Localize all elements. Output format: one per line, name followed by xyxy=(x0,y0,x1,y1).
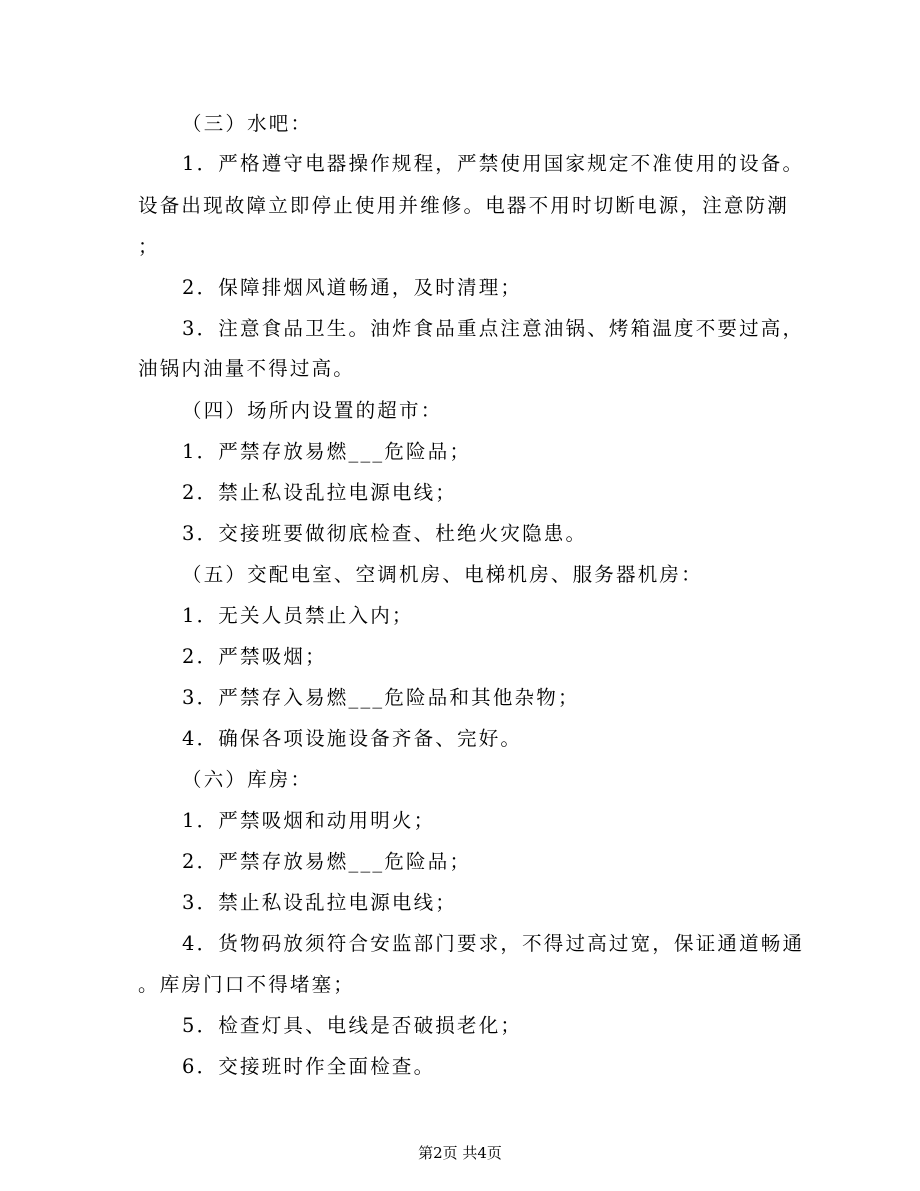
section-heading-5: （五）交配电室、空调机房、电梯机房、服务器机房： xyxy=(182,563,703,586)
paragraph-line: 6．交接班时作全面检查。 xyxy=(182,1055,436,1078)
paragraph-line: 4．确保各项设施设备齐备、完好。 xyxy=(182,727,523,750)
paragraph-line: 3．严禁存入易燃___危险品和其他杂物； xyxy=(182,686,580,709)
paragraph-line: 2．严禁存放易燃___危险品； xyxy=(182,850,472,873)
paragraph-line: 3．注意食品卫生。油炸食品重点注意油锅、烤箱温度不要过高， xyxy=(182,317,805,340)
paragraph-line: 2．保障排烟风道畅通，及时清理； xyxy=(182,276,523,299)
paragraph-line: 1．严格遵守电器操作规程，严禁使用国家规定不准使用的设备。 xyxy=(182,152,805,175)
paragraph-line: 。库房门口不得堵塞； xyxy=(138,973,356,996)
paragraph-line: 2．严禁吸烟； xyxy=(182,645,327,668)
paragraph-line: 1．无关人员禁止入内； xyxy=(182,604,414,627)
paragraph-line: ； xyxy=(138,235,160,258)
paragraph-line: 1．严禁存放易燃___危险品； xyxy=(182,440,472,463)
paragraph-line: 油锅内油量不得过高。 xyxy=(138,357,356,380)
paragraph-line: 2．禁止私设乱拉电源电线； xyxy=(182,481,458,504)
paragraph-line: 设备出现故障立即停止使用并维修。电器不用时切断电源，注意防潮 xyxy=(138,194,790,217)
section-heading-6: （六）库房： xyxy=(182,768,313,791)
paragraph-line: 3．交接班要做彻底检查、杜绝火灾隐患。 xyxy=(182,522,588,545)
paragraph-line: 3．禁止私设乱拉电源电线； xyxy=(182,891,458,914)
section-heading-4: （四）场所内设置的超市： xyxy=(182,399,443,422)
paragraph-line: 1．严禁吸烟和动用明火； xyxy=(182,809,436,832)
paragraph-line: 4．货物码放须符合安监部门要求，不得过高过宽，保证通道畅通 xyxy=(182,932,805,955)
section-heading-3: （三）水吧： xyxy=(182,112,313,135)
page-footer: 第2页 共4页 xyxy=(418,1144,502,1162)
paragraph-line: 5．检查灯具、电线是否破损老化； xyxy=(182,1014,523,1037)
